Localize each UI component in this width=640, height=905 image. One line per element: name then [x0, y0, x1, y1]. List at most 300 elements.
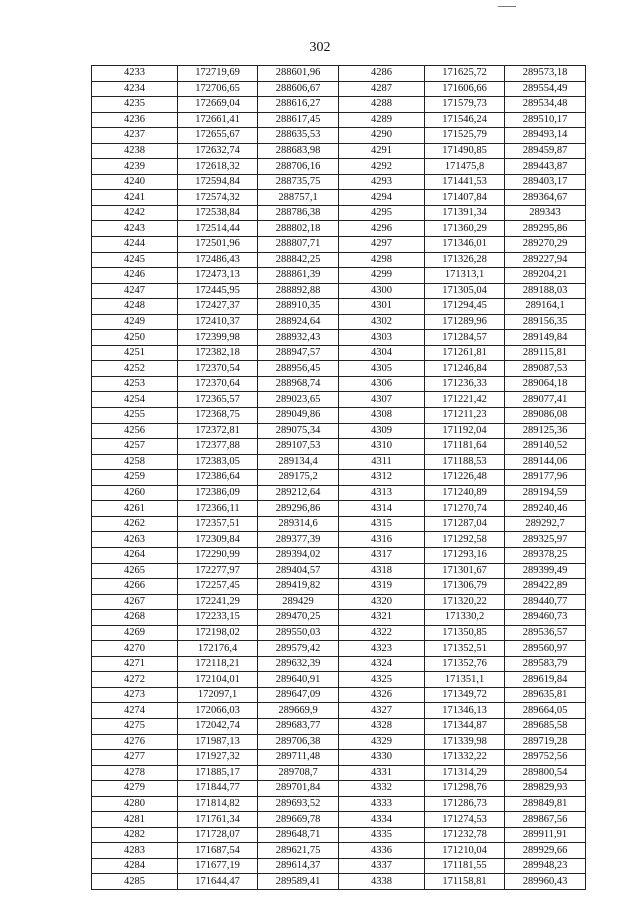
x-coordinate-cell: 171293,16 — [425, 547, 505, 563]
y-coordinate-cell: 288807,71 — [258, 237, 339, 253]
table-row — [92, 641, 586, 657]
y-coordinate-cell: 289144,06 — [505, 454, 586, 470]
y-coordinate-cell: 289510,17 — [505, 112, 586, 128]
point-number-cell: 4268 — [92, 610, 178, 626]
x-coordinate-cell: 171346,01 — [425, 237, 505, 253]
x-coordinate-cell: 172538,84 — [178, 205, 258, 221]
y-coordinate-cell: 289579,42 — [258, 641, 339, 657]
y-coordinate-cell: 289708,7 — [258, 765, 339, 781]
y-coordinate-cell: 289669,9 — [258, 703, 339, 719]
y-coordinate-cell: 289240,46 — [505, 501, 586, 517]
y-coordinate-cell: 289404,57 — [258, 563, 339, 579]
table-row — [92, 376, 586, 392]
x-coordinate-cell: 171844,77 — [178, 781, 258, 797]
x-coordinate-cell: 171346,13 — [425, 703, 505, 719]
point-number-cell: 4296 — [339, 221, 425, 237]
x-coordinate-cell: 171391,34 — [425, 205, 505, 221]
point-number-cell: 4275 — [92, 718, 178, 734]
x-coordinate-cell: 172473,13 — [178, 268, 258, 284]
point-number-cell: 4233 — [92, 66, 178, 82]
y-coordinate-cell: 289394,02 — [258, 547, 339, 563]
y-coordinate-cell: 289635,81 — [505, 687, 586, 703]
x-coordinate-cell: 172372,81 — [178, 423, 258, 439]
y-coordinate-cell: 289800,54 — [505, 765, 586, 781]
point-number-cell: 4333 — [339, 796, 425, 812]
x-coordinate-cell: 171301,67 — [425, 563, 505, 579]
x-coordinate-cell: 172486,43 — [178, 252, 258, 268]
y-coordinate-cell: 289134,4 — [258, 454, 339, 470]
point-number-cell: 4249 — [92, 314, 178, 330]
point-number-cell: 4278 — [92, 765, 178, 781]
point-number-cell: 4303 — [339, 330, 425, 346]
y-coordinate-cell: 289752,56 — [505, 750, 586, 766]
point-number-cell: 4252 — [92, 361, 178, 377]
point-number-cell: 4311 — [339, 454, 425, 470]
point-number-cell: 4292 — [339, 159, 425, 175]
y-coordinate-cell: 288735,75 — [258, 174, 339, 190]
y-coordinate-cell: 288601,96 — [258, 66, 339, 82]
point-number-cell: 4282 — [92, 827, 178, 843]
table-row — [92, 610, 586, 626]
table-row — [92, 112, 586, 128]
point-number-cell: 4316 — [339, 532, 425, 548]
table-row — [92, 252, 586, 268]
point-number-cell: 4294 — [339, 190, 425, 206]
point-number-cell: 4289 — [339, 112, 425, 128]
table-row — [92, 143, 586, 159]
y-coordinate-cell: 289295,86 — [505, 221, 586, 237]
point-number-cell: 4321 — [339, 610, 425, 626]
y-coordinate-cell: 289115,81 — [505, 345, 586, 361]
x-coordinate-cell: 172383,05 — [178, 454, 258, 470]
table-row — [92, 687, 586, 703]
x-coordinate-cell: 171287,04 — [425, 516, 505, 532]
x-coordinate-cell: 171677,19 — [178, 858, 258, 874]
table-row — [92, 858, 586, 874]
x-coordinate-cell: 171192,04 — [425, 423, 505, 439]
y-coordinate-cell: 289614,37 — [258, 858, 339, 874]
y-coordinate-cell: 288910,35 — [258, 299, 339, 315]
table-row — [92, 299, 586, 315]
y-coordinate-cell: 289443,87 — [505, 159, 586, 175]
x-coordinate-cell: 171339,98 — [425, 734, 505, 750]
y-coordinate-cell: 289619,84 — [505, 672, 586, 688]
table-row — [92, 314, 586, 330]
x-coordinate-cell: 171284,57 — [425, 330, 505, 346]
y-coordinate-cell: 289107,53 — [258, 439, 339, 455]
y-coordinate-cell: 289911,91 — [505, 827, 586, 843]
table-row — [92, 718, 586, 734]
point-number-cell: 4238 — [92, 143, 178, 159]
x-coordinate-cell: 171352,51 — [425, 641, 505, 657]
point-number-cell: 4286 — [339, 66, 425, 82]
point-number-cell: 4330 — [339, 750, 425, 766]
point-number-cell: 4276 — [92, 734, 178, 750]
x-coordinate-cell: 171246,84 — [425, 361, 505, 377]
x-coordinate-cell: 172706,65 — [178, 81, 258, 97]
y-coordinate-cell: 289693,52 — [258, 796, 339, 812]
point-number-cell: 4237 — [92, 128, 178, 144]
table-row — [92, 205, 586, 221]
y-coordinate-cell: 289419,82 — [258, 579, 339, 595]
x-coordinate-cell: 172501,96 — [178, 237, 258, 253]
point-number-cell: 4270 — [92, 641, 178, 657]
x-coordinate-cell: 172365,57 — [178, 392, 258, 408]
point-number-cell: 4328 — [339, 718, 425, 734]
table-row — [92, 672, 586, 688]
y-coordinate-cell: 289493,14 — [505, 128, 586, 144]
point-number-cell: 4255 — [92, 408, 178, 424]
x-coordinate-cell: 171326,28 — [425, 252, 505, 268]
table-row — [92, 237, 586, 253]
y-coordinate-cell: 289554,49 — [505, 81, 586, 97]
point-number-cell: 4314 — [339, 501, 425, 517]
table-row — [92, 796, 586, 812]
y-coordinate-cell: 289829,93 — [505, 781, 586, 797]
point-number-cell: 4269 — [92, 625, 178, 641]
y-coordinate-cell: 288924,64 — [258, 314, 339, 330]
y-coordinate-cell: 289640,91 — [258, 672, 339, 688]
y-coordinate-cell: 289227,94 — [505, 252, 586, 268]
y-coordinate-cell: 288616,27 — [258, 97, 339, 113]
x-coordinate-cell: 171306,79 — [425, 579, 505, 595]
table-row — [92, 547, 586, 563]
x-coordinate-cell: 171261,81 — [425, 345, 505, 361]
y-coordinate-cell: 288706,16 — [258, 159, 339, 175]
point-number-cell: 4244 — [92, 237, 178, 253]
x-coordinate-cell: 171294,45 — [425, 299, 505, 315]
x-coordinate-cell: 171407,84 — [425, 190, 505, 206]
y-coordinate-cell: 288802,18 — [258, 221, 339, 237]
y-coordinate-cell: 289440,77 — [505, 594, 586, 610]
point-number-cell: 4320 — [339, 594, 425, 610]
x-coordinate-cell: 171332,22 — [425, 750, 505, 766]
y-coordinate-cell: 289325,97 — [505, 532, 586, 548]
point-number-cell: 4281 — [92, 812, 178, 828]
table-row — [92, 408, 586, 424]
y-coordinate-cell: 289164,1 — [505, 299, 586, 315]
table-row — [92, 703, 586, 719]
y-coordinate-cell: 289929,66 — [505, 843, 586, 859]
point-number-cell: 4319 — [339, 579, 425, 595]
x-coordinate-cell: 172097,1 — [178, 687, 258, 703]
point-number-cell: 4240 — [92, 174, 178, 190]
point-number-cell: 4258 — [92, 454, 178, 470]
coordinates-table-body — [92, 66, 586, 890]
point-number-cell: 4254 — [92, 392, 178, 408]
table-row — [92, 361, 586, 377]
x-coordinate-cell: 171885,17 — [178, 765, 258, 781]
x-coordinate-cell: 172386,09 — [178, 485, 258, 501]
x-coordinate-cell: 171927,32 — [178, 750, 258, 766]
point-number-cell: 4331 — [339, 765, 425, 781]
point-number-cell: 4336 — [339, 843, 425, 859]
x-coordinate-cell: 171525,79 — [425, 128, 505, 144]
y-coordinate-cell: 288956,45 — [258, 361, 339, 377]
point-number-cell: 4263 — [92, 532, 178, 548]
x-coordinate-cell: 172066,03 — [178, 703, 258, 719]
point-number-cell: 4247 — [92, 283, 178, 299]
point-number-cell: 4267 — [92, 594, 178, 610]
point-number-cell: 4245 — [92, 252, 178, 268]
point-number-cell: 4287 — [339, 81, 425, 97]
y-coordinate-cell: 289701,84 — [258, 781, 339, 797]
x-coordinate-cell: 171814,82 — [178, 796, 258, 812]
y-coordinate-cell: 289632,39 — [258, 656, 339, 672]
y-coordinate-cell: 289711,48 — [258, 750, 339, 766]
point-number-cell: 4305 — [339, 361, 425, 377]
y-coordinate-cell: 289573,18 — [505, 66, 586, 82]
table-row — [92, 812, 586, 828]
x-coordinate-cell: 172445,95 — [178, 283, 258, 299]
table-row — [92, 221, 586, 237]
point-number-cell: 4322 — [339, 625, 425, 641]
x-coordinate-cell: 171188,53 — [425, 454, 505, 470]
point-number-cell: 4299 — [339, 268, 425, 284]
y-coordinate-cell: 289296,86 — [258, 501, 339, 517]
point-number-cell: 4284 — [92, 858, 178, 874]
table-row — [92, 81, 586, 97]
point-number-cell: 4300 — [339, 283, 425, 299]
point-number-cell: 4272 — [92, 672, 178, 688]
point-number-cell: 4329 — [339, 734, 425, 750]
x-coordinate-cell: 172277,97 — [178, 563, 258, 579]
x-coordinate-cell: 171158,81 — [425, 874, 505, 890]
point-number-cell: 4324 — [339, 656, 425, 672]
point-number-cell: 4265 — [92, 563, 178, 579]
coordinates-table — [91, 65, 586, 890]
y-coordinate-cell: 289292,7 — [505, 516, 586, 532]
table-row — [92, 66, 586, 82]
point-number-cell: 4338 — [339, 874, 425, 890]
y-coordinate-cell: 288968,74 — [258, 376, 339, 392]
table-row — [92, 625, 586, 641]
y-coordinate-cell: 289550,03 — [258, 625, 339, 641]
point-number-cell: 4308 — [339, 408, 425, 424]
x-coordinate-cell: 171270,74 — [425, 501, 505, 517]
table-row — [92, 843, 586, 859]
point-number-cell: 4283 — [92, 843, 178, 859]
y-coordinate-cell: 289087,53 — [505, 361, 586, 377]
point-number-cell: 4261 — [92, 501, 178, 517]
point-number-cell: 4317 — [339, 547, 425, 563]
x-coordinate-cell: 171546,24 — [425, 112, 505, 128]
y-coordinate-cell: 289669,78 — [258, 812, 339, 828]
x-coordinate-cell: 171181,55 — [425, 858, 505, 874]
y-coordinate-cell: 289378,25 — [505, 547, 586, 563]
y-coordinate-cell: 289960,43 — [505, 874, 586, 890]
y-coordinate-cell: 289023,65 — [258, 392, 339, 408]
point-number-cell: 4325 — [339, 672, 425, 688]
point-number-cell: 4334 — [339, 812, 425, 828]
x-coordinate-cell: 171625,72 — [425, 66, 505, 82]
y-coordinate-cell: 289664,05 — [505, 703, 586, 719]
x-coordinate-cell: 171236,33 — [425, 376, 505, 392]
y-coordinate-cell: 289706,38 — [258, 734, 339, 750]
table-row — [92, 283, 586, 299]
point-number-cell: 4337 — [339, 858, 425, 874]
table-row — [92, 827, 586, 843]
x-coordinate-cell: 171305,04 — [425, 283, 505, 299]
table-row — [92, 501, 586, 517]
page-number: 302 — [309, 40, 331, 55]
x-coordinate-cell: 172357,51 — [178, 516, 258, 532]
y-coordinate-cell: 289459,87 — [505, 143, 586, 159]
point-number-cell: 4309 — [339, 423, 425, 439]
table-row — [92, 516, 586, 532]
point-number-cell: 4242 — [92, 205, 178, 221]
point-number-cell: 4293 — [339, 174, 425, 190]
x-coordinate-cell: 171298,76 — [425, 781, 505, 797]
y-coordinate-cell: 289399,49 — [505, 563, 586, 579]
y-coordinate-cell: 289270,29 — [505, 237, 586, 253]
x-coordinate-cell: 172290,99 — [178, 547, 258, 563]
point-number-cell: 4277 — [92, 750, 178, 766]
y-coordinate-cell: 289429 — [258, 594, 339, 610]
x-coordinate-cell: 171351,1 — [425, 672, 505, 688]
x-coordinate-cell: 172669,04 — [178, 97, 258, 113]
point-number-cell: 4312 — [339, 470, 425, 486]
table-row — [92, 563, 586, 579]
point-number-cell: 4307 — [339, 392, 425, 408]
point-number-cell: 4262 — [92, 516, 178, 532]
x-coordinate-cell: 171210,04 — [425, 843, 505, 859]
point-number-cell: 4241 — [92, 190, 178, 206]
point-number-cell: 4279 — [92, 781, 178, 797]
y-coordinate-cell: 289212,64 — [258, 485, 339, 501]
x-coordinate-cell: 171226,48 — [425, 470, 505, 486]
point-number-cell: 4234 — [92, 81, 178, 97]
x-coordinate-cell: 172399,98 — [178, 330, 258, 346]
table-row — [92, 423, 586, 439]
x-coordinate-cell: 171314,29 — [425, 765, 505, 781]
y-coordinate-cell: 289422,89 — [505, 579, 586, 595]
table-row — [92, 454, 586, 470]
x-coordinate-cell: 171606,66 — [425, 81, 505, 97]
y-coordinate-cell: 288947,57 — [258, 345, 339, 361]
y-coordinate-cell: 289188,03 — [505, 283, 586, 299]
y-coordinate-cell: 289077,41 — [505, 392, 586, 408]
table-row — [92, 532, 586, 548]
x-coordinate-cell: 172594,84 — [178, 174, 258, 190]
table-row — [92, 750, 586, 766]
y-coordinate-cell: 289648,71 — [258, 827, 339, 843]
table-row — [92, 97, 586, 113]
point-number-cell: 4274 — [92, 703, 178, 719]
point-number-cell: 4310 — [339, 439, 425, 455]
point-number-cell: 4266 — [92, 579, 178, 595]
x-coordinate-cell: 171490,85 — [425, 143, 505, 159]
table-row — [92, 579, 586, 595]
y-coordinate-cell: 289560,97 — [505, 641, 586, 657]
table-row — [92, 765, 586, 781]
point-number-cell: 4250 — [92, 330, 178, 346]
x-coordinate-cell: 171360,29 — [425, 221, 505, 237]
y-coordinate-cell: 289621,75 — [258, 843, 339, 859]
x-coordinate-cell: 171761,34 — [178, 812, 258, 828]
x-coordinate-cell: 172632,74 — [178, 143, 258, 159]
y-coordinate-cell: 289589,41 — [258, 874, 339, 890]
y-coordinate-cell: 289177,96 — [505, 470, 586, 486]
y-coordinate-cell: 288786,38 — [258, 205, 339, 221]
y-coordinate-cell: 289534,48 — [505, 97, 586, 113]
point-number-cell: 4271 — [92, 656, 178, 672]
y-coordinate-cell: 288617,45 — [258, 112, 339, 128]
y-coordinate-cell: 289194,59 — [505, 485, 586, 501]
table-row — [92, 159, 586, 175]
point-number-cell: 4323 — [339, 641, 425, 657]
y-coordinate-cell: 289583,79 — [505, 656, 586, 672]
y-coordinate-cell: 288635,53 — [258, 128, 339, 144]
table-row — [92, 656, 586, 672]
x-coordinate-cell: 172118,21 — [178, 656, 258, 672]
y-coordinate-cell: 289125,36 — [505, 423, 586, 439]
point-number-cell: 4290 — [339, 128, 425, 144]
y-coordinate-cell: 289343 — [505, 205, 586, 221]
y-coordinate-cell: 288861,39 — [258, 268, 339, 284]
x-coordinate-cell: 171644,47 — [178, 874, 258, 890]
point-number-cell: 4246 — [92, 268, 178, 284]
x-coordinate-cell: 172257,45 — [178, 579, 258, 595]
y-coordinate-cell: 289314,6 — [258, 516, 339, 532]
x-coordinate-cell: 171286,73 — [425, 796, 505, 812]
y-coordinate-cell: 289064,18 — [505, 376, 586, 392]
point-number-cell: 4306 — [339, 376, 425, 392]
point-number-cell: 4332 — [339, 781, 425, 797]
point-number-cell: 4298 — [339, 252, 425, 268]
y-coordinate-cell: 289948,23 — [505, 858, 586, 874]
y-coordinate-cell: 289364,67 — [505, 190, 586, 206]
x-coordinate-cell: 172618,32 — [178, 159, 258, 175]
table-row — [92, 439, 586, 455]
y-coordinate-cell: 288892,88 — [258, 283, 339, 299]
point-number-cell: 4315 — [339, 516, 425, 532]
x-coordinate-cell: 172176,4 — [178, 641, 258, 657]
point-number-cell: 4257 — [92, 439, 178, 455]
table-row — [92, 874, 586, 890]
x-coordinate-cell: 172241,29 — [178, 594, 258, 610]
x-coordinate-cell: 171313,1 — [425, 268, 505, 284]
x-coordinate-cell: 171232,78 — [425, 827, 505, 843]
point-number-cell: 4326 — [339, 687, 425, 703]
x-coordinate-cell: 171441,53 — [425, 174, 505, 190]
x-coordinate-cell: 172661,41 — [178, 112, 258, 128]
y-coordinate-cell: 289867,56 — [505, 812, 586, 828]
x-coordinate-cell: 172370,64 — [178, 376, 258, 392]
y-coordinate-cell: 289647,09 — [258, 687, 339, 703]
point-number-cell: 4251 — [92, 345, 178, 361]
y-coordinate-cell: 289403,17 — [505, 174, 586, 190]
x-coordinate-cell: 172370,54 — [178, 361, 258, 377]
point-number-cell: 4273 — [92, 687, 178, 703]
x-coordinate-cell: 172514,44 — [178, 221, 258, 237]
x-coordinate-cell: 172104,01 — [178, 672, 258, 688]
y-coordinate-cell: 289075,34 — [258, 423, 339, 439]
point-number-cell: 4302 — [339, 314, 425, 330]
point-number-cell: 4301 — [339, 299, 425, 315]
y-coordinate-cell: 289049,86 — [258, 408, 339, 424]
y-coordinate-cell: 289719,28 — [505, 734, 586, 750]
x-coordinate-cell: 171274,53 — [425, 812, 505, 828]
point-number-cell: 4264 — [92, 547, 178, 563]
x-coordinate-cell: 172719,69 — [178, 66, 258, 82]
table-row — [92, 268, 586, 284]
x-coordinate-cell: 172377,88 — [178, 439, 258, 455]
x-coordinate-cell: 172655,67 — [178, 128, 258, 144]
x-coordinate-cell: 172386,64 — [178, 470, 258, 486]
x-coordinate-cell: 172410,37 — [178, 314, 258, 330]
table-row — [92, 128, 586, 144]
